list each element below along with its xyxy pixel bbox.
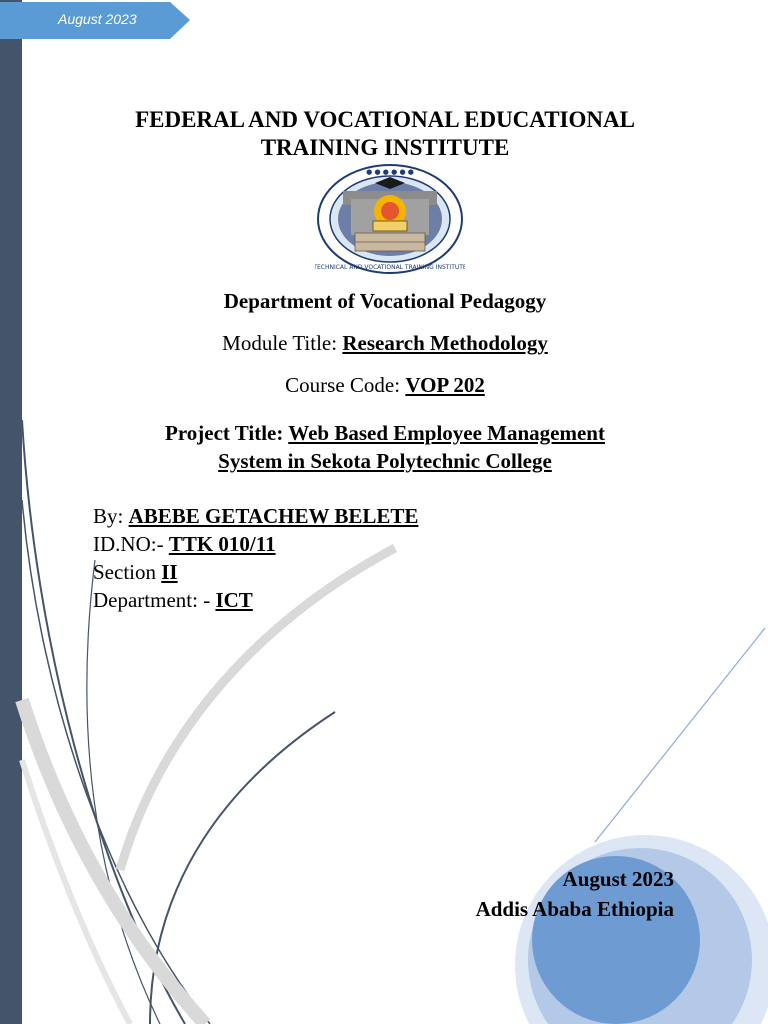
author-department-row	[93, 587, 253, 613]
project-title-label: Project Title:	[165, 421, 289, 445]
section-row	[93, 559, 178, 585]
institute-title-line2: TRAINING INSTITUTE	[260, 135, 510, 160]
author-name: ABEBE GETACHEW BELETE	[128, 504, 419, 528]
module-title-value: Research Methodology	[342, 331, 548, 355]
author-label: By:	[93, 504, 129, 528]
institute-title-line1: FEDERAL AND VOCATIONAL EDUCATIONAL	[135, 107, 635, 132]
section-value: II	[161, 560, 178, 584]
footer-place: Addis Ababa Ethiopia	[475, 897, 674, 921]
date-tab-label: August 2023	[58, 11, 137, 27]
project-title-row-2	[60, 448, 710, 474]
ftvti-logo-icon	[315, 163, 465, 275]
module-title-label: Module Title:	[222, 331, 343, 355]
project-title-value-line2: System in Sekota Polytechnic College	[218, 449, 552, 473]
id-row	[93, 531, 276, 557]
section-label: Section	[93, 560, 162, 584]
id-label: ID.NO:-	[93, 532, 169, 556]
footer-date: August 2023	[562, 867, 674, 891]
author-department-label: Department: -	[93, 588, 216, 612]
svg-text:TECHNICAL AND VOCATIONAL TRAIN: TECHNICAL AND VOCATIONAL TRAINING INSTITUTE	[315, 264, 465, 271]
author-department-value: ICT	[215, 588, 253, 612]
course-code-row	[60, 372, 710, 398]
svg-text:● ● ● ● ● ●: ● ● ● ● ● ●	[366, 168, 414, 176]
project-title-row	[60, 420, 710, 446]
module-title-row	[60, 330, 710, 356]
course-code-label: Course Code:	[285, 373, 406, 397]
project-title-value-line1: Web Based Employee Management	[288, 421, 605, 445]
author-row	[93, 503, 418, 529]
id-value: TTK 010/11	[168, 532, 276, 556]
course-code-value: VOP 202	[405, 373, 485, 397]
department-heading: Department of Vocational Pedagogy	[223, 289, 547, 313]
